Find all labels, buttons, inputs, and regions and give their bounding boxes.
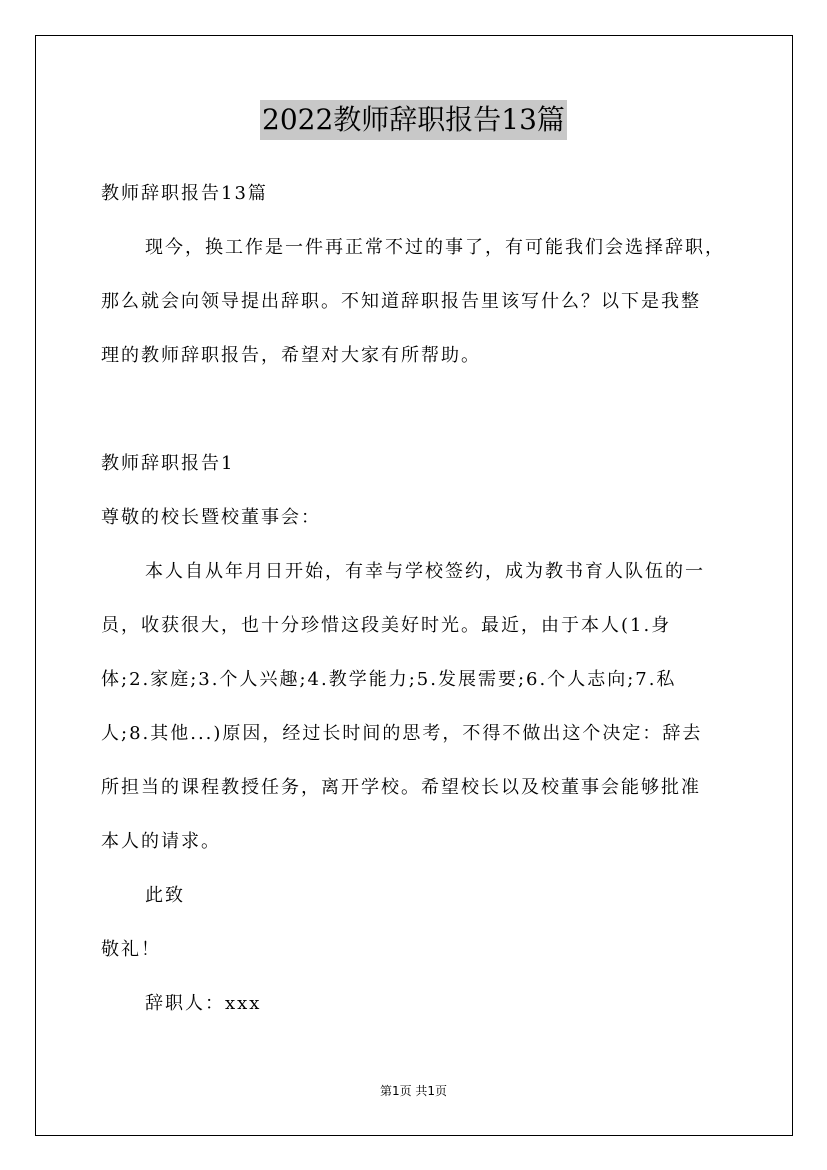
body-line-4: 人;8.其他...)原因，经过长时间的思考，不得不做出这个决定：辞去 bbox=[101, 723, 703, 744]
signature: 辞职人：xxx bbox=[145, 993, 262, 1014]
body-line-2: 员，收获很大，也十分珍惜这段美好时光。最近，由于本人(1.身 bbox=[101, 615, 672, 636]
intro-line-1: 现今，换工作是一件再正常不过的事了，有可能我们会选择辞职， bbox=[145, 237, 725, 258]
salutation: 尊敬的校长暨校董事会： bbox=[101, 507, 321, 528]
body-line-3: 体;2.家庭;3.个人兴趣;4.教学能力;5.发展需要;6.个人志向;7.私 bbox=[101, 669, 677, 690]
section-heading: 教师辞职报告1 bbox=[101, 453, 235, 474]
subtitle: 教师辞职报告13篇 bbox=[101, 183, 268, 204]
title-container bbox=[0, 100, 827, 140]
intro-line-2: 那么就会向领导提出辞职。不知道辞职报告里该写什么？以下是我整 bbox=[101, 291, 701, 312]
page-footer: 第1页 共1页 bbox=[379, 1084, 448, 1098]
body-line-1: 本人自从年月日开始，有幸与学校签约，成为教书育人队伍的一 bbox=[145, 561, 705, 582]
closing-line-2: 敬礼！ bbox=[101, 939, 161, 960]
body-line-6: 本人的请求。 bbox=[101, 831, 221, 852]
body-line-5: 所担当的课程教授任务，离开学校。希望校长以及校董事会能够批准 bbox=[101, 777, 701, 798]
closing-line-1: 此致 bbox=[145, 885, 185, 906]
intro-line-3: 理的教师辞职报告，希望对大家有所帮助。 bbox=[101, 345, 481, 366]
document-title: 2022教师辞职报告13篇 bbox=[260, 100, 567, 140]
